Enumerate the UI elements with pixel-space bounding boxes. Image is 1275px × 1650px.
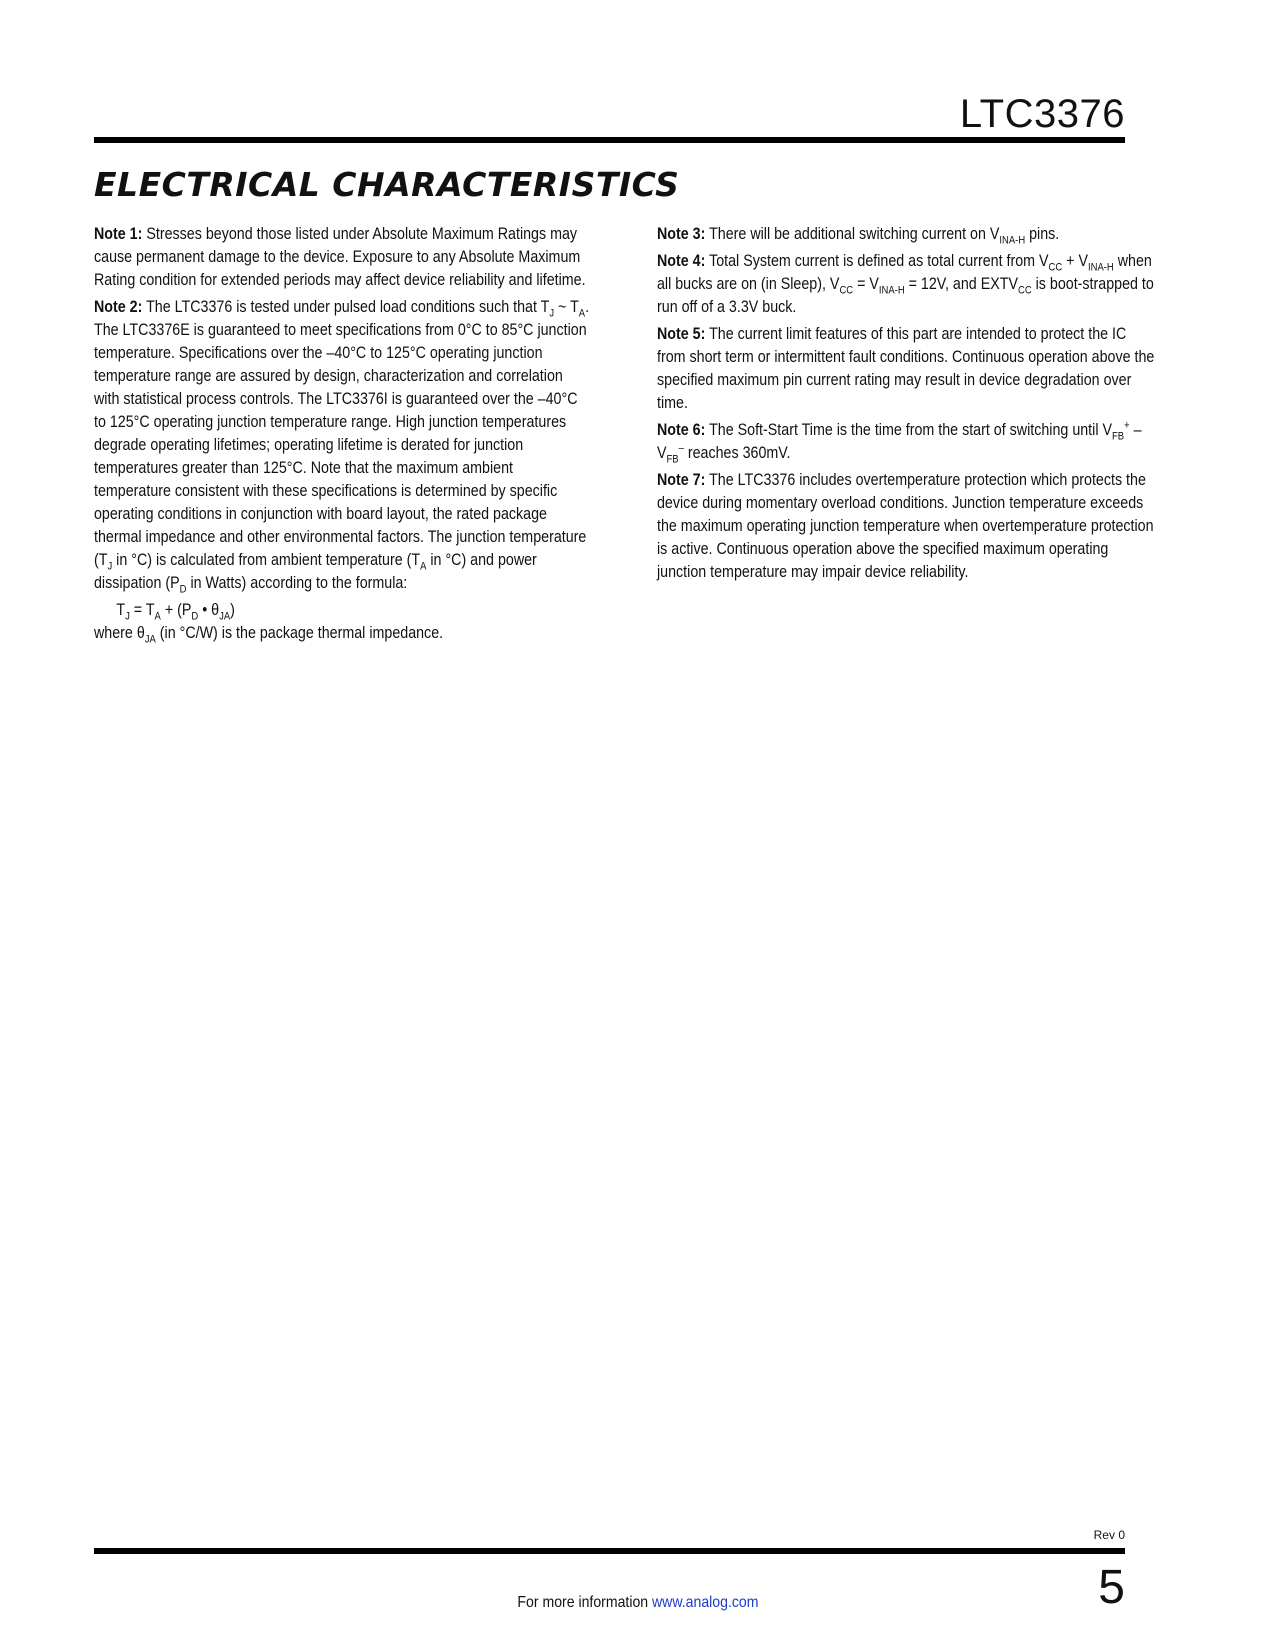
subscript: A	[578, 307, 586, 320]
subscript: J	[549, 307, 555, 320]
subscript: J	[107, 560, 113, 573]
note-6-label: Note 6:	[657, 420, 706, 439]
note-4-label: Note 4:	[657, 251, 706, 270]
note-7	[657, 468, 1156, 583]
note-3-text: pins.	[1025, 224, 1060, 243]
note-2-text: The LTC3376 is tested under pulsed load conditions such that T	[142, 297, 550, 316]
subscript: FB	[1111, 430, 1125, 443]
subscript: JA	[219, 610, 231, 623]
note-5	[657, 322, 1156, 414]
formula-text: + (P	[160, 600, 192, 619]
note-4-text: Total System current is defined as total current from V	[705, 251, 1049, 270]
note-4-text: = V	[853, 274, 879, 293]
analog-website-link[interactable]: www.analog.com	[651, 1594, 759, 1611]
formula-text: = T	[129, 600, 155, 619]
formula-text: )	[230, 600, 235, 619]
junction-temperature-formula	[116, 598, 591, 621]
note-6-text: The Soft-Start Time is the time from the start of switching until V	[705, 420, 1112, 439]
note-1-text: Stresses beyond those listed under Absolute Maximum Ratings may cause permanent damage to the device. Exposure to any Absolute Maximum Rating condition for extended periods may affect device reliability and lifetime.	[94, 224, 586, 289]
note-2	[94, 295, 591, 594]
note-3	[657, 222, 1156, 245]
note-2-text: in Watts) according to the formula:	[186, 573, 408, 592]
explanation-text: (in °C/W) is the package thermal impedance.	[155, 623, 444, 642]
superscript: +	[1124, 419, 1130, 432]
section-title: ELECTRICAL CHARACTERISTICS	[94, 165, 680, 204]
subscript: INA-H	[1088, 261, 1114, 274]
formula-text: T	[116, 600, 126, 619]
footer-info	[0, 1594, 1275, 1612]
note-3-text: There will be additional switching current on V	[705, 224, 1000, 243]
note-5-label: Note 5:	[657, 324, 706, 343]
note-6-text: – V	[657, 420, 1142, 462]
revision-label: Rev 0	[1093, 1528, 1125, 1542]
footer-info-text: For more information	[516, 1594, 652, 1611]
notes-right-column	[657, 222, 1156, 587]
note-6	[657, 418, 1156, 464]
subscript: JA	[144, 633, 156, 646]
subscript: CC	[1048, 261, 1063, 274]
note-2-text: in °C) is calculated from ambient temperature (T	[112, 550, 421, 569]
note-4	[657, 249, 1156, 318]
subscript: D	[179, 583, 187, 596]
note-2-text: ~ T	[554, 297, 579, 316]
note-2-text: . The LTC3376E is guaranteed to meet specifications from 0°C to 85°C junction temperature. Specifications over the –40°C to 125°C operating junction temperature range are assured by design, characterization and correlation with statistical process controls. The LTC3376I is guaranteed over the –40°C to 125°C operating junction temperature range. High junction temperatures degrade operating lifetimes; operating lifetime is derated for junction temperatures greater than 125°C. Note that the maximum ambient temperature consistent with these specifications is determined by specific operating conditions in conjunction with board layout, the rated package thermal impedance and other environmental factors. The junction temperature (T	[94, 297, 590, 569]
subscript: A	[154, 610, 161, 623]
superscript: –	[678, 442, 684, 455]
page-number: 5	[1098, 1561, 1125, 1614]
explanation-text: where θ	[94, 623, 145, 642]
note-2-text: in °C) and power dissipation (P	[94, 550, 537, 592]
note-7-text: The LTC3376 includes overtemperature protection which protects the device during momentary overload conditions. Junction temperature exceeds the maximum operating junction temperature when overtemperature protection is active. Continuous operation above the specified maximum operating junction temperature may impair device reliability.	[657, 470, 1154, 581]
subscript: J	[125, 610, 130, 623]
note-4-text: when all bucks are on (in Sleep), V	[657, 251, 1152, 293]
subscript: D	[191, 610, 199, 623]
subscript: A	[420, 560, 427, 573]
note-1	[94, 222, 591, 291]
header-rule	[94, 137, 1125, 143]
note-1-label: Note 1:	[94, 224, 143, 243]
note-4-text: + V	[1062, 251, 1089, 270]
footer-rule	[94, 1548, 1125, 1554]
note-3-label: Note 3:	[657, 224, 706, 243]
subscript: CC	[839, 284, 854, 297]
notes-left-column	[94, 222, 591, 644]
part-number: LTC3376	[959, 92, 1125, 136]
note-7-label: Note 7:	[657, 470, 706, 489]
note-4-text: = 12V, and EXTV	[904, 274, 1018, 293]
subscript: CC	[1017, 284, 1032, 297]
formula-explanation	[94, 621, 591, 644]
subscript: FB	[666, 453, 679, 466]
note-2-label: Note 2:	[94, 297, 143, 316]
subscript: INA-H	[999, 234, 1026, 247]
note-6-text: reaches 360mV.	[683, 443, 791, 462]
note-4-text: is boot-strapped to run off of a 3.3V buck.	[657, 274, 1154, 316]
formula-text: • θ	[198, 600, 220, 619]
subscript: INA-H	[878, 284, 905, 297]
note-5-text: The current limit features of this part are intended to protect the IC from short term or intermittent fault conditions. Continuous operation above the specified maximum pin current rating may result in device degradation over time.	[657, 324, 1155, 412]
